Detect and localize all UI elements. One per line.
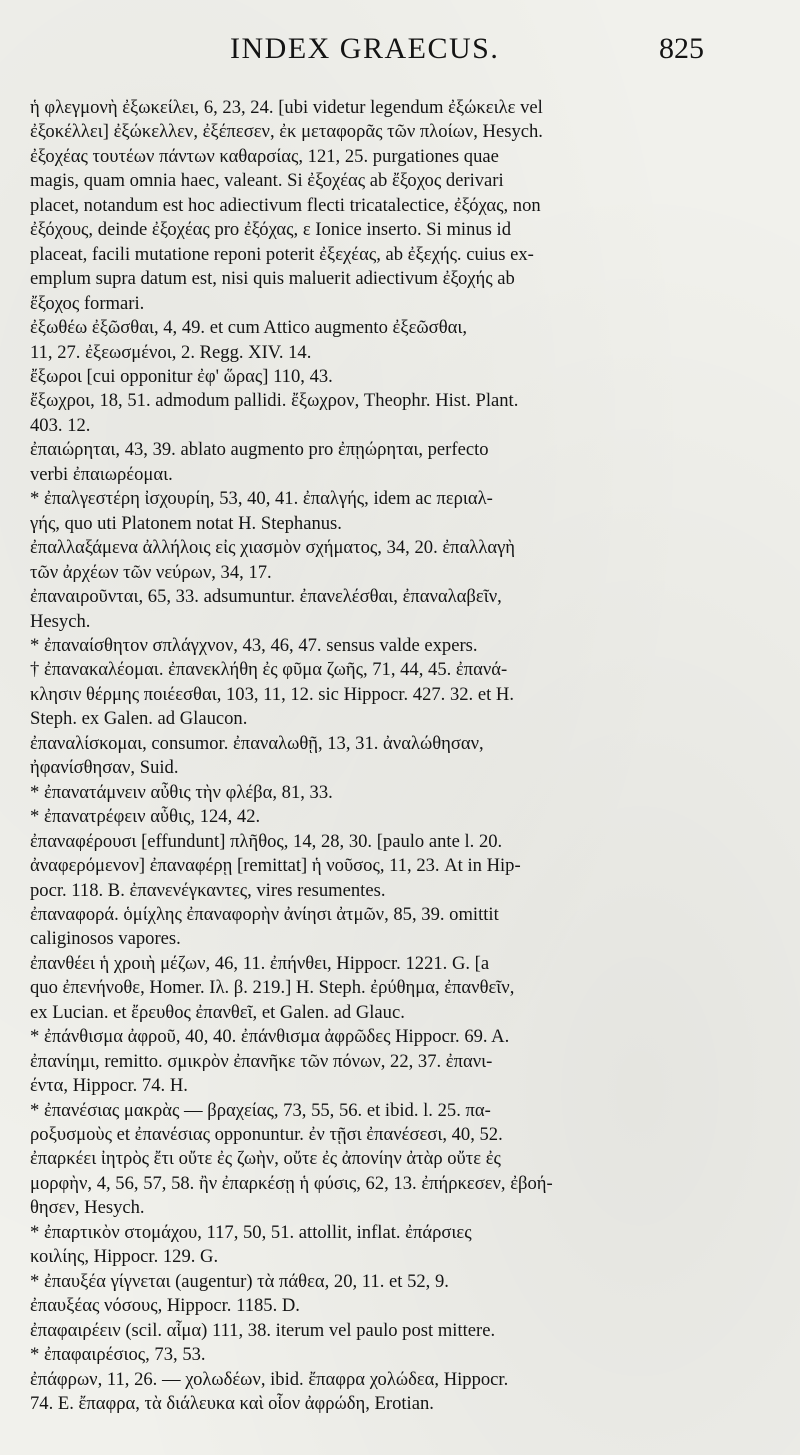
index-line: ἀναφερόμενον] ἐπαναφέρῃ [remittat] ἡ νοῦσος, 11, 23. At in Hip- <box>30 855 521 877</box>
index-line: ἠφανίσθησαν, Suid. <box>30 757 179 779</box>
index-line: γής, quo uti Platonem notat H. Stephanus. <box>30 512 342 534</box>
index-line: ἔξοχος formari. <box>30 292 145 314</box>
index-line: ἐπαιώρηται, 43, 39. ablato augmento pro ἐπῃώρηται, perfecto <box>30 439 489 461</box>
page-number: 825 <box>659 32 704 65</box>
index-line: μορφὴν, 4, 56, 57, 58. ἢν ἐπαρκέσῃ ἡ φύσις, 62, 13. ἐπήρκεσεν, ἐβοή- <box>30 1172 553 1194</box>
index-line: ἐξοκέλλει] ἐξώκελλεν, ἐξέπεσεν, ἐκ μεταφορᾶς τῶν πλοίων, Hesych. <box>30 121 543 143</box>
index-line: emplum supra datum est, nisi quis maluerit adiectivum ἐξοχής ab <box>30 268 515 290</box>
index-line: † ἐπανακαλέομαι. ἐπανεκλήθη ἐς φῦμα ζωῆς, 71, 44, 45. ἐπανά- <box>30 659 508 681</box>
index-line: verbi ἐπαιωρέομαι. <box>30 463 173 485</box>
index-line: ἐπαφαιρέειν (scil. αἷμα) 111, 38. iterum vel paulo post mittere. <box>30 1319 496 1341</box>
index-line: ροξυσμοὺς et ἐπανέσιας opponuntur. ἐν τῇσι ἐπανέσεσι, 40, 52. <box>30 1124 503 1146</box>
index-line: κλησιν θέρμης ποιέεσθαι, 103, 11, 12. sic Hippocr. 427. 32. et H. <box>30 683 514 705</box>
index-line: Steph. ex Galen. ad Glaucon. <box>30 708 248 730</box>
index-line: ἐπαναφέρουσι [effundunt] πλῆθος, 14, 28, 30. [paulo ante l. 20. <box>30 830 503 852</box>
index-line: ἐξωθέω ἐξῶσθαι, 4, 49. et cum Attico augmento ἐξεῶσθαι, <box>30 317 467 339</box>
index-line: έντα, Hippocr. 74. H. <box>30 1075 188 1097</box>
index-line: 403. 12. <box>30 414 91 436</box>
index-line: ἐπανίημι, remitto. σμικρὸν ἐπανῆκε τῶν πόνων, 22, 37. ἐπανι- <box>30 1050 493 1072</box>
index-line: ἡ φλεγμονὴ ἐξωκείλει, 6, 23, 24. [ubi videtur legendum ἐξώκειλε vel <box>30 97 543 118</box>
index-line: ἔξωροι [cui opponitur ἐφ' ὥρας] 110, 43. <box>30 365 333 387</box>
index-line: pocr. 118. B. ἐπανενέγκαντες, vires resumentes. <box>30 879 386 901</box>
index-line: * ἐπαλγεστέρη ἰσχουρίη, 53, 40, 41. ἐπαλγής, idem ac περιαλ- <box>30 488 493 510</box>
index-line: * ἐπαναίσθητον σπλάγχνον, 43, 46, 47. sensus valde expers. <box>30 634 478 656</box>
running-title: INDEX GRAECUS. <box>230 32 500 65</box>
index-line: ἐπαναιροῦνται, 65, 33. adsumuntur. ἐπανελέσθαι, ἐπαναλαβεῖν, <box>30 586 502 608</box>
index-line: τῶν ἀρχέων τῶν νεύρων, 34, 17. <box>30 561 272 583</box>
index-line: ἐπανθέει ἡ χροιὴ μέζων, 46, 11. ἐπήνθει, Hippocr. 1221. G. [a <box>30 952 490 974</box>
index-line: ἐξόχους, deinde ἐξοχέας pro ἐξόχας, ε Ionice inserto. Si minus id <box>30 219 512 241</box>
index-line: θησεν, Hesych. <box>30 1197 145 1219</box>
index-line: * ἐπανατάμνειν αὖθις τὴν φλέβα, 81, 33. <box>30 781 333 803</box>
index-line: Hesych. <box>30 610 91 632</box>
index-line: ἐπαναφορά. ὁμίχλης ἐπαναφορὴν ἀνίησι ἀτμῶν, 85, 39. omittit <box>30 903 499 925</box>
index-line: * ἐπάνθισμα ἀφροῦ, 40, 40. ἐπάνθισμα ἀφρῶδες Hippocr. 69. A. <box>30 1026 510 1048</box>
index-line: quo ἐπενήνοθε, Homer. Ιλ. β. 219.] H. Steph. ἐρύθημα, ἐπανθεῖν, <box>30 977 515 999</box>
index-line: ἐπαρκέει ἰητρὸς ἔτι οὔτε ἐς ζωὴν, οὔτε ἐς ἀπονίην ἀτὰρ οὔτε ἐς <box>30 1148 501 1170</box>
index-line: 74. E. ἔπαφρα, τὰ διάλευκα καὶ οἷον ἀφρώδη, Erotian. <box>30 1393 434 1415</box>
index-line: placet, notandum est hoc adiectivum flecti tricatalectice, ἐξόχας, non <box>30 194 541 216</box>
index-line: caliginosos vapores. <box>30 928 181 950</box>
index-line: * ἐπαφαιρέσιος, 73, 53. <box>30 1344 206 1366</box>
index-line: * ἐπανατρέφειν αὖθις, 124, 42. <box>30 806 261 828</box>
index-line: κοιλίης, Hippocr. 129. G. <box>30 1246 219 1268</box>
index-line: ἐπαλλαξάμενα ἀλλήλοις εἰς χιασμὸν σχήματος, 34, 20. ἐπαλλαγὴ <box>30 537 516 559</box>
index-line: 11, 27. ἐξεωσμένοι, 2. Regg. XIV. 14. <box>30 341 312 363</box>
index-line: * ἐπαρτικὸν στομάχου, 117, 50, 51. attollit, inflat. ἐπάρσιες <box>30 1221 472 1243</box>
index-line: ἐπαυξέας νόσους, Hippocr. 1185. D. <box>30 1295 300 1317</box>
index-line: ἐξοχέας τουτέων πάντων καθαρσίας, 121, 25. purgationes quae <box>30 145 499 167</box>
index-line: ex Lucian. et ἔρευθος ἐπανθεῖ, et Galen. ad Glauc. <box>30 1001 405 1023</box>
index-line: * ἐπανέσιας μακρὰς — βραχείας, 73, 55, 56. et ibid. l. 25. πα- <box>30 1099 491 1121</box>
index-line: * ἐπαυξέα γίγνεται (augentur) τὰ πάθεα, 20, 11. et 52, 9. <box>30 1270 449 1292</box>
page-header <box>0 32 800 72</box>
index-line: ἐπαναλίσκομαι, consumor. ἐπαναλωθῇ, 13, 31. ἀναλώθησαν, <box>30 732 484 754</box>
index-line: ἔξωχροι, 18, 51. admodum pallidi. ἔξωχρον, Theophr. Hist. Plant. <box>30 390 519 412</box>
index-line: ἐπάφρων, 11, 26. — χολωδέων, ibid. ἔπαφρα χολώδεα, Hippocr. <box>30 1368 509 1390</box>
index-body-text <box>30 96 724 1416</box>
index-line: magis, quam omnia haec, valeant. Si ἐξοχέας ab ἔξοχος derivari <box>30 170 504 192</box>
index-line: placeat, facili mutatione reponi poterit ἐξεχέας, ab ἐξεχής. cuius ex- <box>30 243 534 265</box>
